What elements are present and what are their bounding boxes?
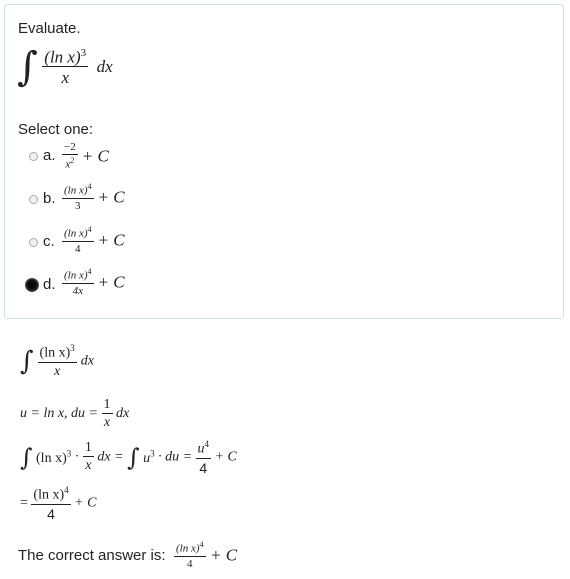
option-c-num-exp: 4 — [87, 225, 92, 234]
correct-answer-tail: + C — [209, 545, 238, 565]
option-b-tail: + C — [97, 187, 125, 207]
option-b-numerator: (ln x) — [64, 184, 88, 197]
step3-integral-sign-2: ∫ — [127, 443, 140, 472]
step4-num-exp: 4 — [64, 485, 69, 495]
step3-plus-c: + C — [214, 449, 237, 465]
option-a-math[interactable] — [62, 142, 109, 171]
option-d-math[interactable] — [62, 268, 125, 297]
step1-dx: dx — [80, 353, 94, 369]
step3-result-num: u — [197, 441, 205, 457]
step1-integral-sign: ∫ — [20, 346, 34, 377]
step3-integral-sign: ∫ — [20, 443, 33, 472]
step4-numerator: (ln x) — [33, 487, 65, 503]
option-a-radio[interactable] — [29, 152, 38, 161]
step3-du-eq: · du = — [158, 449, 193, 465]
option-c-letter[interactable]: c. — [43, 233, 55, 250]
option-c-tail: + C — [97, 230, 125, 250]
step4-denominator: 4 — [47, 505, 55, 522]
option-a-letter[interactable]: a. — [43, 147, 56, 164]
option-b-math[interactable] — [62, 183, 125, 212]
option-b-denominator: 3 — [75, 199, 81, 212]
step3-frac-num: 1 — [84, 440, 92, 456]
option-a-tail: + C — [81, 146, 109, 166]
option-b-radio[interactable] — [29, 195, 38, 204]
question-prompt: Evaluate. — [18, 20, 81, 37]
correct-answer-denominator: 4 — [187, 557, 193, 570]
step3-dx-eq: dx = — [97, 449, 124, 465]
step2-dx: dx — [116, 406, 130, 421]
integrand-dx: dx — [96, 57, 113, 76]
step1-denominator: x — [54, 363, 61, 379]
step3-ln-exp: 3 — [66, 448, 72, 458]
correct-answer-numerator: (ln x) — [176, 542, 200, 555]
solution-step-4 — [20, 486, 96, 521]
step3-dot: · — [74, 449, 80, 465]
step3-result-exp: 4 — [204, 439, 210, 449]
integrand-numerator: (ln x) — [44, 47, 81, 67]
option-d-letter[interactable]: d. — [43, 276, 56, 293]
step2-denominator: x — [103, 415, 111, 430]
option-d-radio[interactable] — [25, 278, 39, 292]
step3-result-den: 4 — [199, 459, 208, 476]
option-b-num-exp: 4 — [87, 182, 92, 191]
option-a-denominator: x — [65, 158, 71, 171]
select-one-label: Select one: — [18, 121, 94, 138]
option-a-den-exp: 2 — [70, 156, 75, 165]
option-b-letter[interactable]: b. — [43, 190, 56, 207]
integrand-fraction — [42, 48, 88, 87]
solution-step-3 — [20, 440, 237, 475]
option-c-denominator: 4 — [75, 242, 81, 255]
option-c-radio[interactable] — [29, 238, 38, 247]
option-d-num-exp: 4 — [87, 267, 92, 276]
option-a-numerator: −2 — [64, 141, 76, 153]
step4-plus-c: + C — [74, 495, 97, 511]
option-d-tail: + C — [97, 272, 125, 292]
option-c-math[interactable] — [62, 226, 125, 255]
step2-substitution: u = ln x, du = — [20, 406, 102, 421]
step2-numerator: 1 — [103, 397, 111, 412]
step1-numerator: (ln x) — [39, 345, 71, 361]
step3-u: u — [143, 450, 151, 466]
option-c-numerator: (ln x) — [64, 227, 88, 240]
option-d-numerator: (ln x) — [64, 269, 88, 282]
step1-num-exp: 3 — [70, 343, 75, 353]
correct-answer-num-exp: 4 — [199, 540, 204, 549]
correct-answer-line — [18, 541, 237, 570]
step4-equals: = — [20, 495, 28, 511]
option-d-denominator: 4x — [72, 284, 83, 297]
solution-step-2 — [20, 398, 129, 430]
step3-u-exp: 3 — [150, 448, 155, 458]
step3-frac-den: x — [85, 458, 92, 474]
question-integral — [17, 44, 113, 90]
correct-answer-label: The correct answer is: — [18, 546, 166, 564]
integrand-exponent: 3 — [80, 46, 87, 59]
integrand-denominator: x — [61, 68, 69, 88]
solution-step-1 — [20, 344, 94, 379]
step3-ln: (ln x) — [36, 450, 67, 466]
integral-sign: ∫ — [17, 44, 38, 90]
